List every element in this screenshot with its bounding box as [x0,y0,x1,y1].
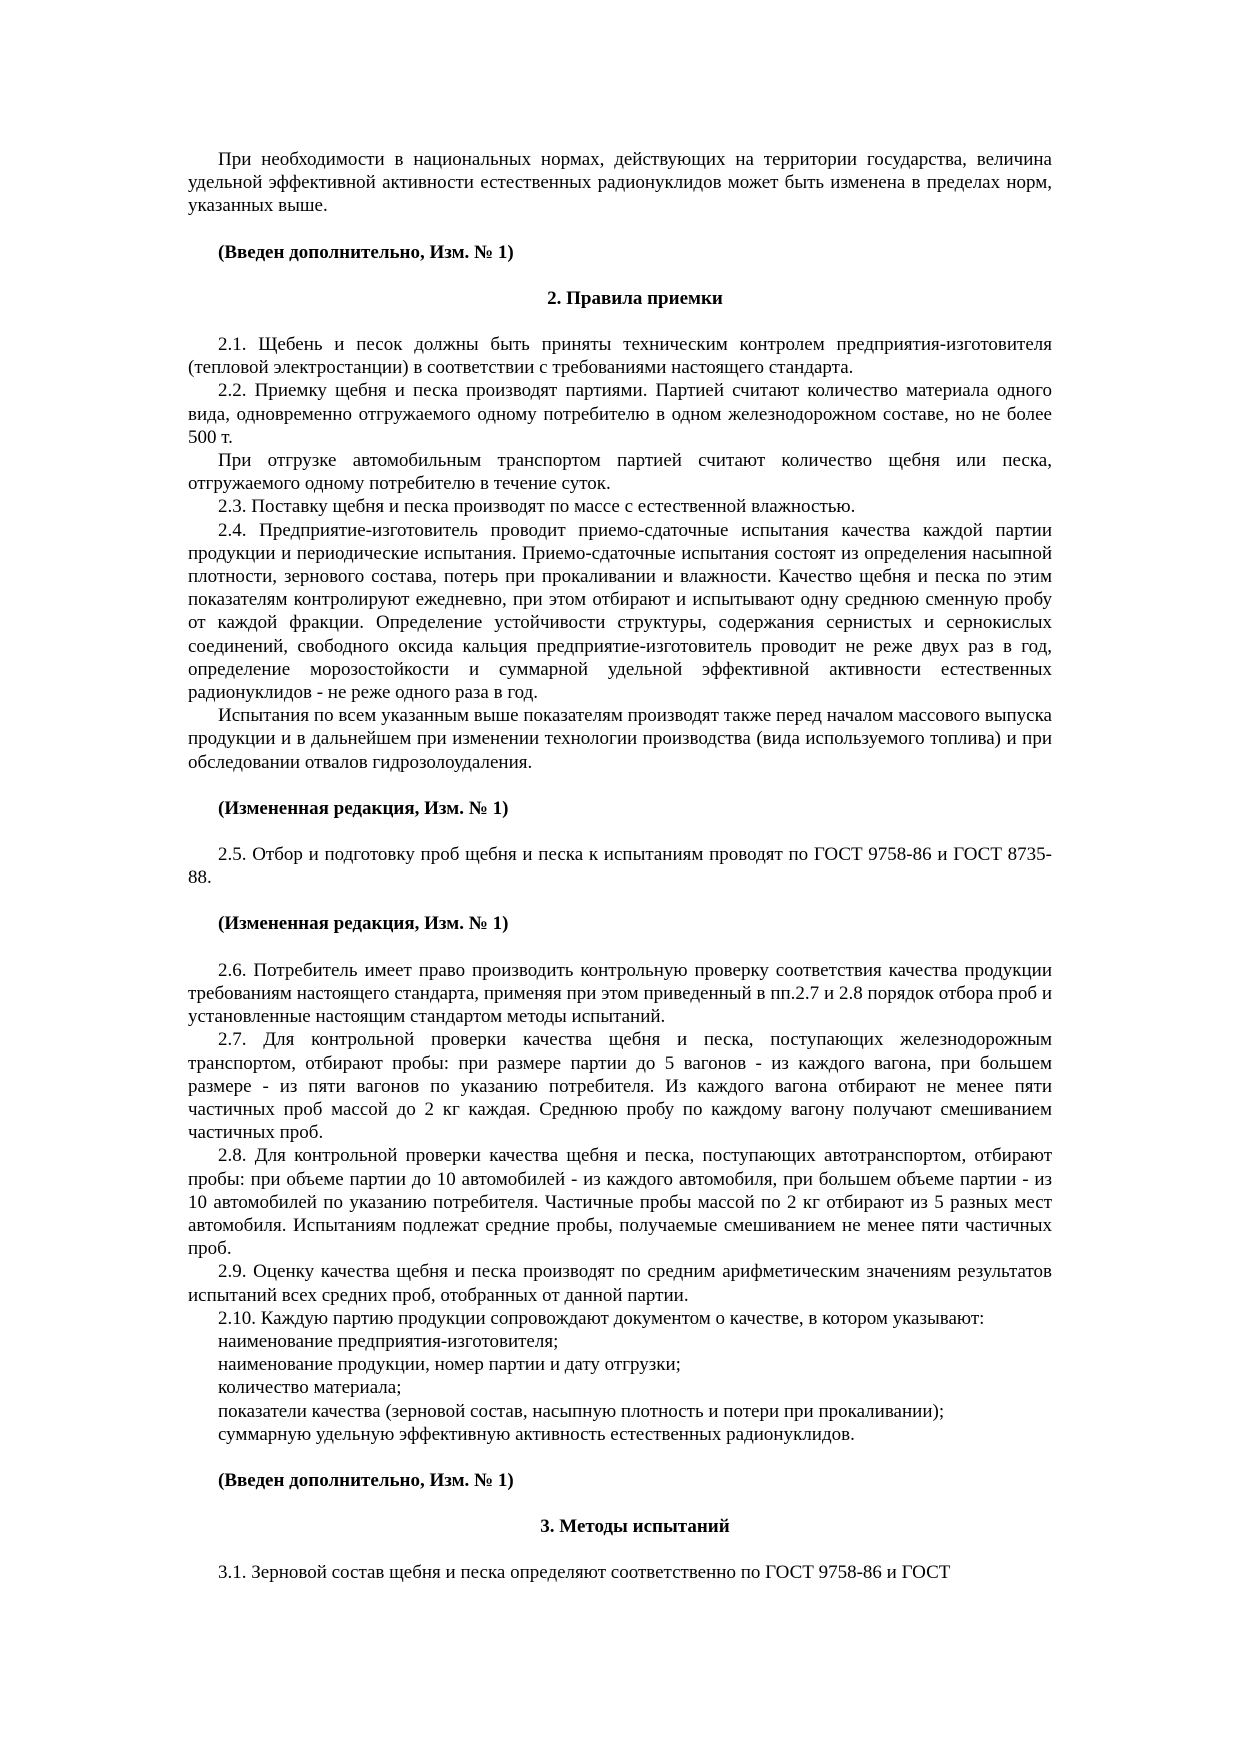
list-item: количество материала; [218,1377,402,1399]
list-item: наименование продукции, номер партии и дату отгрузки; [218,1354,681,1376]
paragraph-2-8: 2.8. Для контрольной проверки качества щебня и песка, поступающих автотранспортом, отбирают пробы: при объеме партии до 10 автомобилей - из каждого автомобиля, при большем объеме партии - из 10 автомобилей по указанию потребителя. Частичные пробы массой по 2 кг отбирают из 5 разных мест автомобиля. Испытаниям подлежат средние пробы, получаемые смешиванием не менее пяти частичных проб. [188,1145,1052,1260]
paragraph-2-4-tests: Испытания по всем указанным выше показателям производят также перед началом массового выпуска продукции и в дальнейшем при изменении технологии производства (вида используемого топлива) и при обследовании отвалов гидрозолоудаления. [188,705,1052,773]
paragraph-2-6: 2.6. Потребитель имеет право производить контрольную проверку соответствия качества продукции требованиям настоящего стандарта, применяя при этом приведенный в пп.2.7 и 2.8 порядок отбора проб и установленные настоящим стандартом методы испытаний. [188,959,1052,1028]
list-item: наименование предприятия-изготовителя; [218,1330,559,1352]
paragraph-2-7: 2.7. Для контрольной проверки качества щебня и песка, поступающих железнодорожным транспортом, отбирают пробы: при размере партии до 5 вагонов - из каждого вагона, при большем размере - из пяти вагонов по указанию потребителя. Из каждого вагона отбирают не менее пяти частичных проб массой до 2 кг каждая. Среднюю пробу по каждому вагону получают смешиванием частичных проб. [188,1029,1052,1144]
document-page [188,148,1052,1585]
list-item: показатели качества (зерновой состав, насыпную плотность и потери при прокаливании); [218,1400,945,1422]
amendment-note: (Введен дополнительно, Изм. № 1) [218,241,514,263]
amendment-note: (Введен дополнительно, Изм. № 1) [218,1469,514,1491]
paragraph-2-10: 2.10. Каждую партию продукции сопровождают документом о качестве, в котором указывают: [218,1307,985,1329]
amendment-note: (Измененная редакция, Изм. № 1) [218,913,509,935]
amendment-note: (Измененная редакция, Изм. № 1) [218,797,509,819]
section-heading-2: 2. Правила приемки [547,287,723,309]
paragraph-2-1: 2.1. Щебень и песок должны быть приняты техническим контролем предприятия-изготовителя (тепловой электростанции) в соответствии с требованиями настоящего стандарта. [188,334,1052,379]
paragraph-2-4: 2.4. Предприятие-изготовитель проводит приемо-сдаточные испытания качества каждой партии продукции и периодические испытания. Приемо-сдаточные испытания состоят из определения насыпной плотности, зернового состава, потерь при прокаливании и влажности. Качество щебня и песка по этим показателям контролируют ежедневно, при этом отбирают и испытывают одну среднюю сменную пробу от каждой фракции. Определение устойчивости структуры, содержания сернистых и сернокислых соединений, свободного оксида кальция предприятие-изготовитель проводит не реже двух раз в год, определение морозостойкости и суммарной удельной эффективной активности естественных радионуклидов - не реже одного раза в год. [188,519,1052,704]
paragraph-3-1: 3.1. Зерновой состав щебня и песка определяют соответственно по ГОСТ 9758-86 и ГОСТ [218,1562,951,1584]
list-item: суммарную удельную эффективную активность естественных радионуклидов. [218,1423,855,1445]
paragraph-2-2-auto: При отгрузке автомобильным транспортом партией считают количество щебня или песка, отгружаемого одному потребителю в течение суток. [188,450,1052,495]
paragraph-2-5: 2.5. Отбор и подготовку проб щебня и песка к испытаниям проводят по ГОСТ 9758-86 и ГОСТ 8735-88. [188,844,1052,889]
paragraph-intro: При необходимости в национальных нормах, действующих на территории государства, величина удельной эффективной активности естественных радионуклидов может быть изменена в пределах норм, указанных выше. [188,149,1052,217]
section-heading-3: 3. Методы испытаний [540,1516,730,1538]
paragraph-2-2: 2.2. Приемку щебня и песка производят партиями. Партией считают количество материала одного вида, одновременно отгружаемого одному потребителю в одном железнодорожном составе, но не более 500 т. [188,380,1052,448]
paragraph-2-3: 2.3. Поставку щебня и песка производят по массе с естественной влажностью. [218,496,856,518]
paragraph-2-9: 2.9. Оценку качества щебня и песка производят по средним арифметическим значениям результатов испытаний всех средних проб, отобранных от данной партии. [188,1261,1052,1306]
